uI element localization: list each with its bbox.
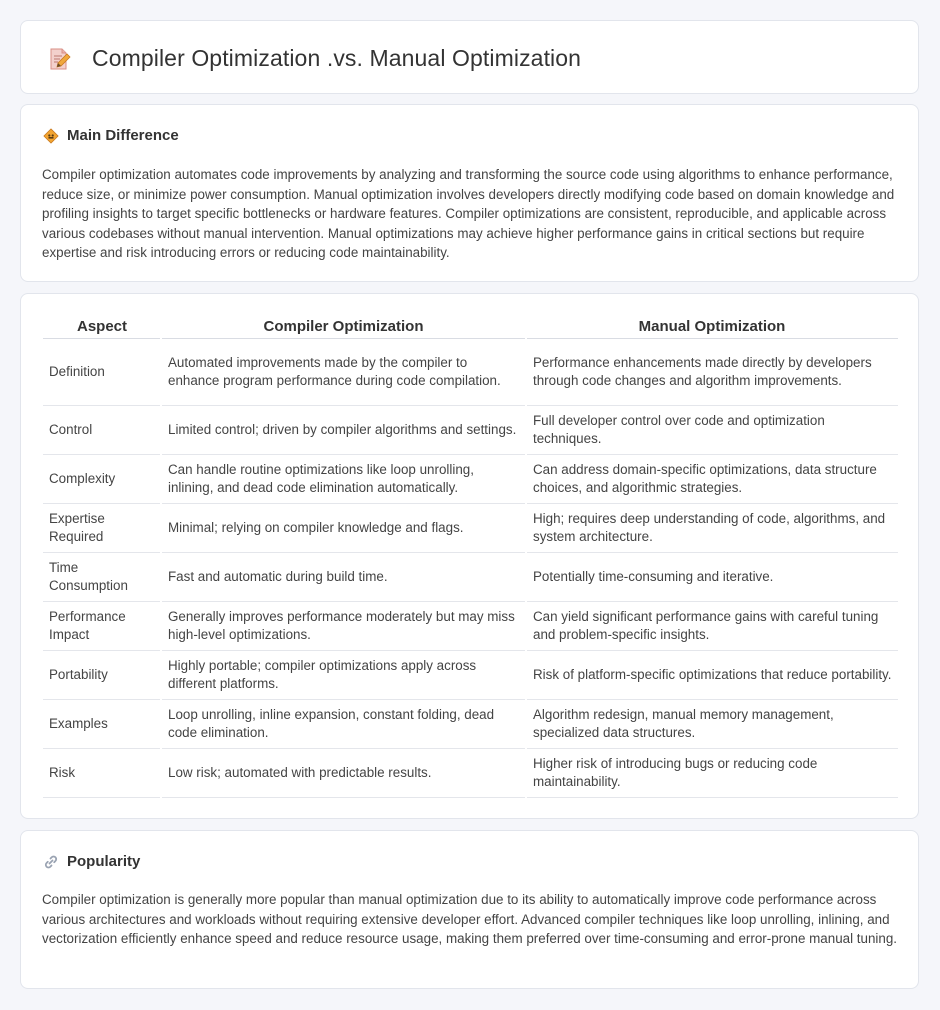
manual-cell: Algorithm redesign, manual memory management, specialized data structures.: [526, 699, 898, 748]
header-card: [20, 20, 919, 94]
document-edit-icon: [47, 47, 71, 71]
manual-cell: Full developer control over code and optimization techniques.: [526, 405, 898, 454]
aspect-cell: Portability: [43, 650, 161, 699]
aspect-cell: Performance Impact: [43, 601, 161, 650]
table-row: [43, 748, 898, 797]
table-row: [43, 699, 898, 748]
aspect-cell: Definition: [43, 338, 161, 405]
main-difference-section: [20, 104, 919, 282]
compiler-cell: Limited control; driven by compiler algorithms and settings.: [161, 405, 526, 454]
popularity-section: [20, 830, 919, 989]
aspect-cell: Complexity: [43, 454, 161, 503]
page-title: Compiler Optimization .vs. Manual Optimization: [92, 45, 582, 71]
popularity-title: Popularity: [67, 853, 141, 870]
table-row: [43, 503, 898, 552]
link-icon: [43, 854, 59, 870]
manual-cell: Performance enhancements made directly by developers through code changes and algorithm improvements.: [526, 338, 898, 405]
manual-cell: Potentially time-consuming and iterative.: [526, 552, 898, 601]
compiler-cell: Highly portable; compiler optimizations apply across different platforms.: [161, 650, 526, 699]
comparison-section: [20, 293, 919, 819]
main-difference-title: Main Difference: [67, 127, 179, 144]
aspect-cell: Examples: [43, 699, 161, 748]
main-difference-heading: [43, 127, 179, 144]
aspect-cell: Control: [43, 405, 161, 454]
compiler-cell: Minimal; relying on compiler knowledge and flags.: [161, 503, 526, 552]
header-compiler: Compiler Optimization: [161, 316, 526, 338]
compiler-cell: Low risk; automated with predictable results.: [161, 748, 526, 797]
diamond-sign-icon: [43, 128, 59, 144]
manual-cell: Can yield significant performance gains with careful tuning and problem-specific insights.: [526, 601, 898, 650]
table-row: [43, 454, 898, 503]
compiler-cell: Generally improves performance moderately but may miss high-level optimizations.: [161, 601, 526, 650]
table-row: [43, 338, 898, 405]
header-manual: Manual Optimization: [526, 316, 898, 338]
manual-cell: Higher risk of introducing bugs or reducing code maintainability.: [526, 748, 898, 797]
table-row: [43, 405, 898, 454]
table-header-row: [43, 316, 898, 338]
manual-cell: High; requires deep understanding of code, algorithms, and system architecture.: [526, 503, 898, 552]
compiler-cell: Can handle routine optimizations like loop unrolling, inlining, and dead code elimination automatically.: [161, 454, 526, 503]
compiler-cell: Automated improvements made by the compiler to enhance program performance during code compilation.: [161, 338, 526, 405]
compiler-cell: Loop unrolling, inline expansion, constant folding, dead code elimination.: [161, 699, 526, 748]
table-row: [43, 650, 898, 699]
manual-cell: Can address domain-specific optimizations, data structure choices, and algorithmic strategies.: [526, 454, 898, 503]
table-row: [43, 552, 898, 601]
popularity-heading: [43, 853, 140, 870]
popularity-text: Compiler optimization is generally more popular than manual optimization due to its ability to automatically improve code performance across various architectures and workloads without requiring extensive developer effort. Advanced compiler techniques like loop unrolling, inlining, and vectorization efficiently enhance speed and reduce resource usage, making them preferred over time-consuming and error-prone manual tuning.: [42, 892, 897, 946]
aspect-cell: Time Consumption: [43, 552, 161, 601]
manual-cell: Risk of platform-specific optimizations that reduce portability.: [526, 650, 898, 699]
header-aspect: Aspect: [43, 316, 161, 338]
comparison-table: [43, 316, 898, 798]
main-difference-text: Compiler optimization automates code improvements by analyzing and transforming the source code using algorithms to enhance performance, reduce size, or minimize power consumption. Manual optimization involves developers directly modifying code based on domain knowledge and profiling insights to target specific bottlenecks or hardware features. Compiler optimizations are consistent, reproducible, and applicable across various codebases without manual intervention. Manual optimizations may achieve higher performance gains in critical sections but require expertise and risk introducing errors or reducing code maintainability.: [42, 167, 895, 260]
aspect-cell: Risk: [43, 748, 161, 797]
compiler-cell: Fast and automatic during build time.: [161, 552, 526, 601]
table-row: [43, 601, 898, 650]
aspect-cell: Expertise Required: [43, 503, 161, 552]
